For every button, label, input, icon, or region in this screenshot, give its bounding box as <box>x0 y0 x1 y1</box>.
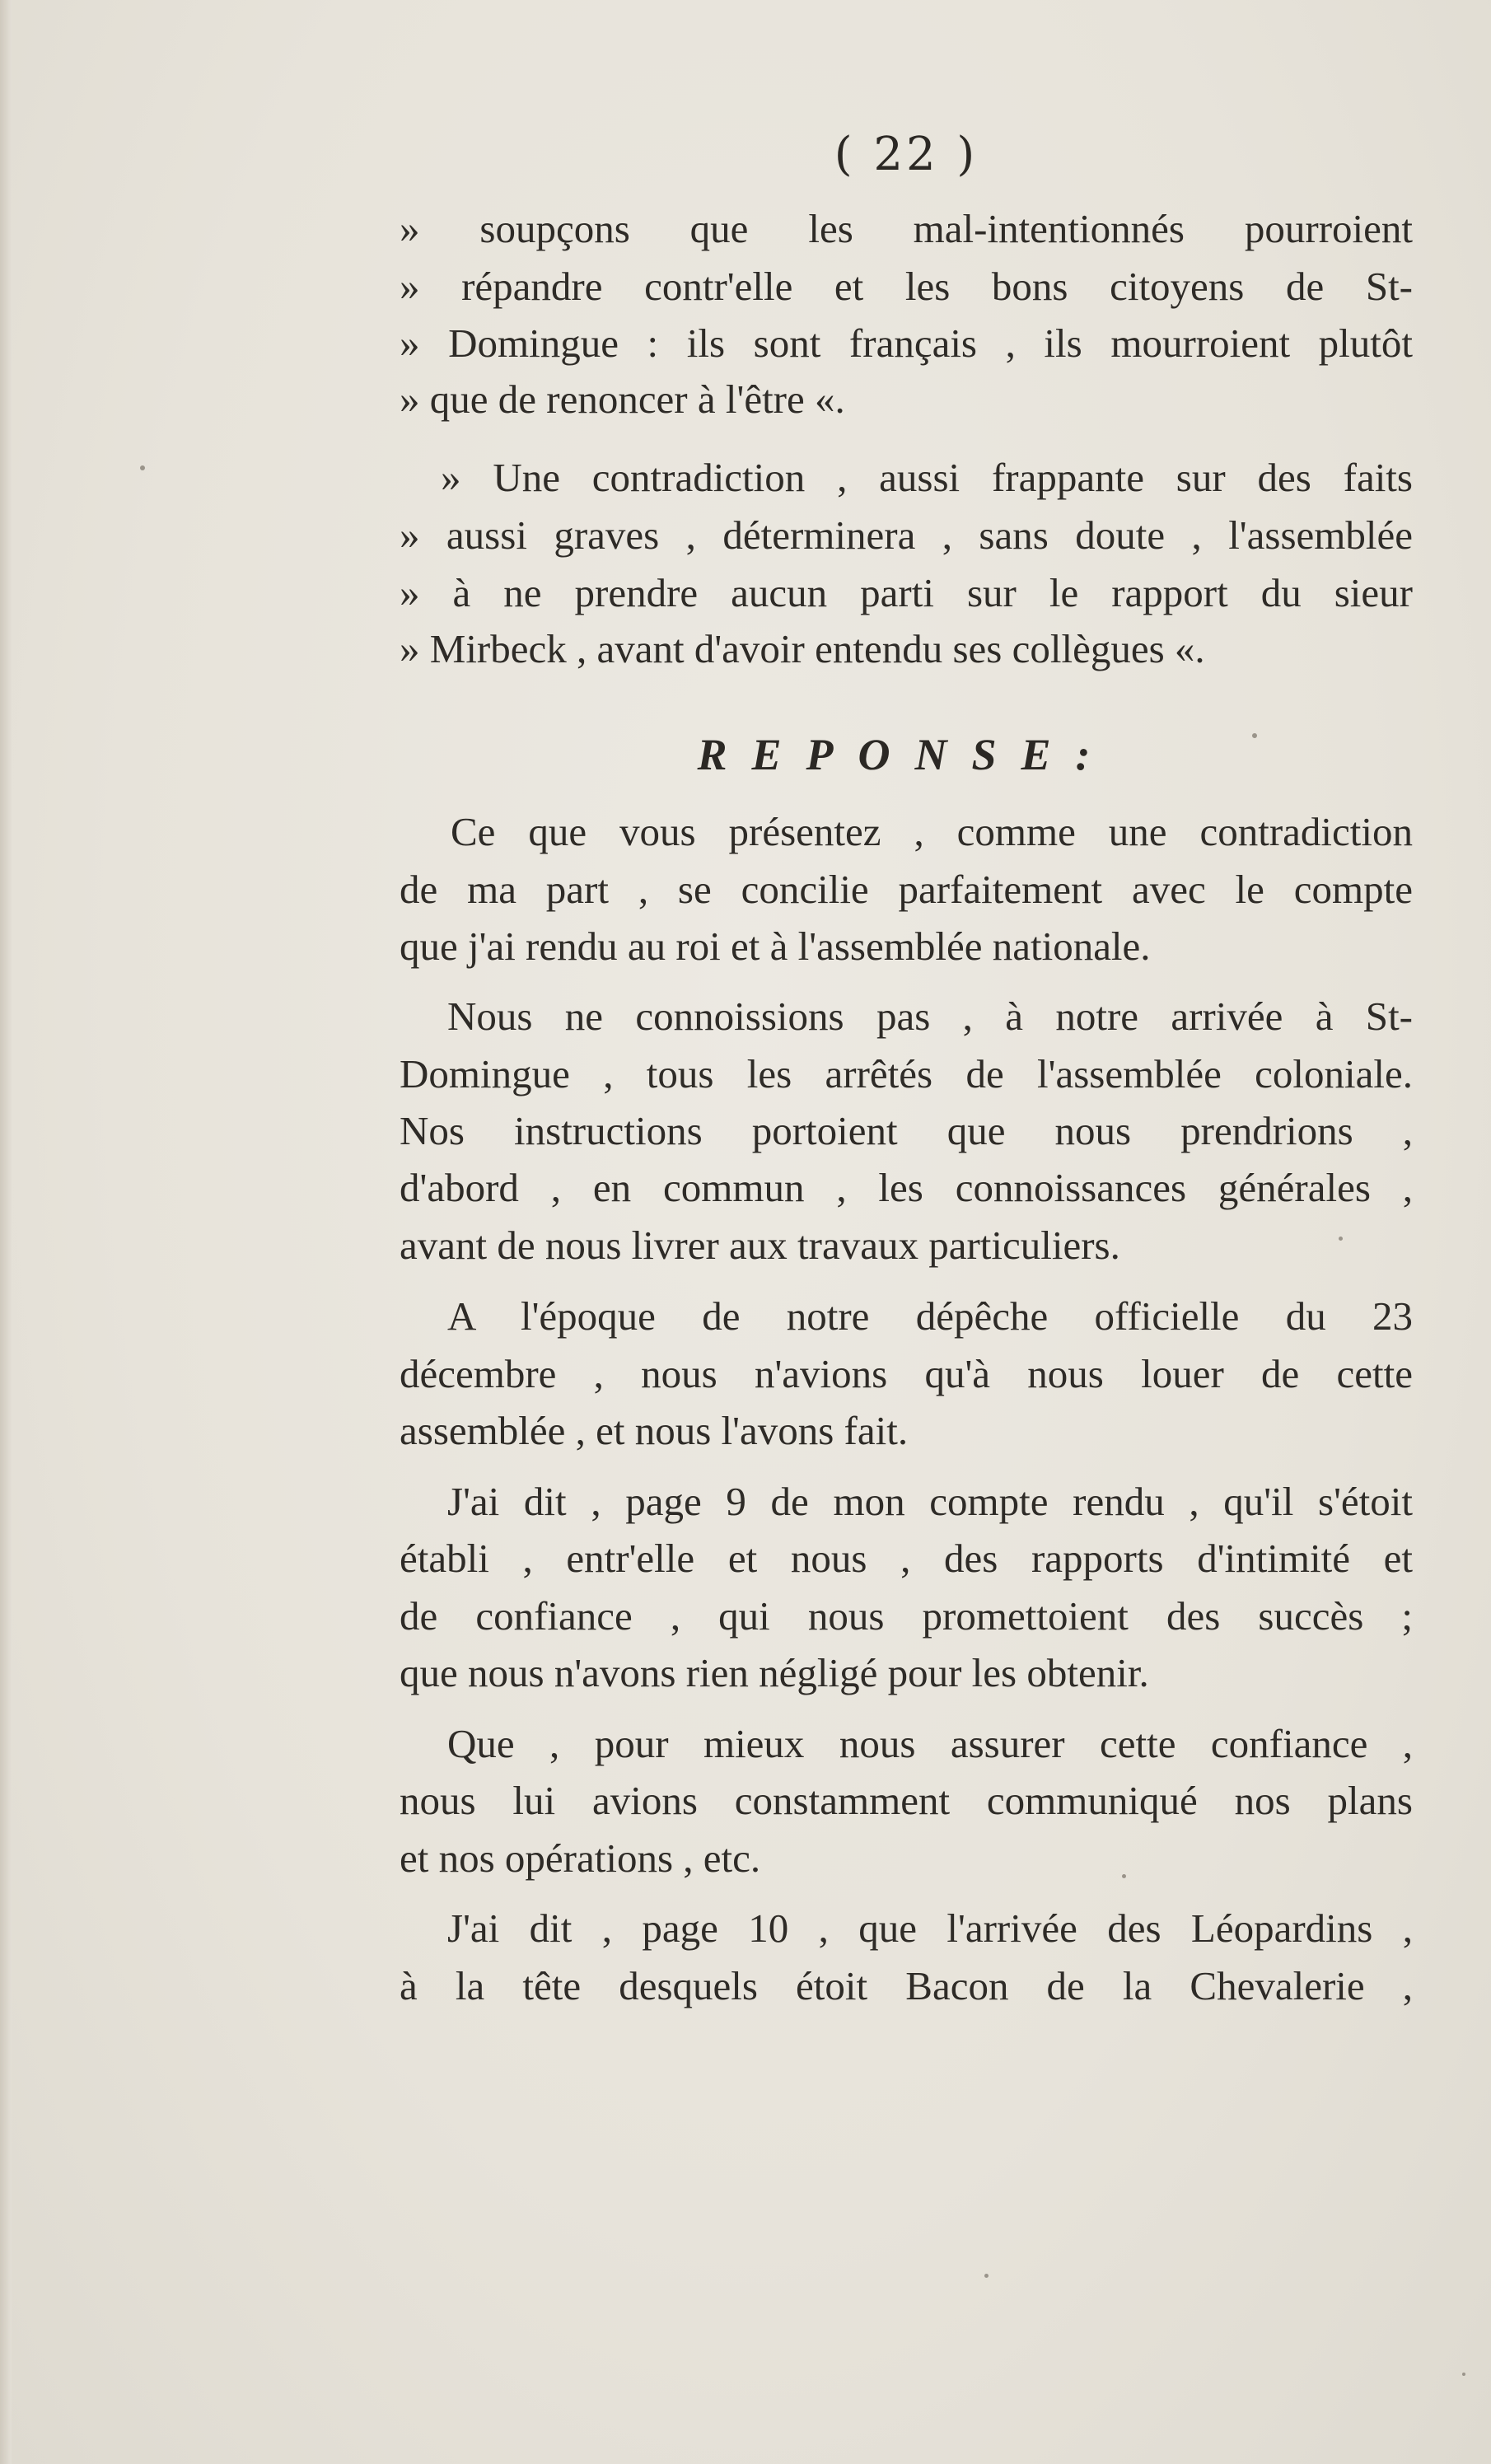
body-line: nous lui avions constamment communiqué nos plans <box>400 1778 1413 1823</box>
paper-speck <box>1252 733 1257 738</box>
quote-line: » aussi graves , déterminera , sans doute , l'assemblée <box>400 512 1413 558</box>
body-line: que nous n'avons rien négligé pour les obtenir. <box>400 1650 1149 1695</box>
quote-line: » Mirbeck , avant d'avoir entendu ses collègues «. <box>400 626 1205 671</box>
quote-line: » que de renoncer à l'être «. <box>400 376 845 422</box>
quote-line: » soupçons que les mal-intentionnés pourroient <box>400 206 1413 251</box>
body-line: J'ai dit , page 10 , que l'arrivée des Léopardins , <box>447 1905 1413 1951</box>
body-line: à la tête desquels étoit Bacon de la Chevalerie , <box>400 1963 1413 2008</box>
body-line: décembre , nous n'avions qu'à nous louer de cette <box>400 1351 1413 1396</box>
body-line: Nous ne connoissions pas , à notre arrivée à St- <box>447 994 1413 1039</box>
body-line: Que , pour mieux nous assurer cette confiance , <box>447 1721 1413 1766</box>
body-line: de confiance , qui nous promettoient des succès ; <box>400 1593 1413 1639</box>
paper-speck <box>1122 1874 1126 1878</box>
quote-line: » à ne prendre aucun parti sur le rapport du sieur <box>400 570 1413 615</box>
paper-speck <box>1339 1237 1343 1241</box>
body-line: que j'ai rendu au roi et à l'assemblée nationale. <box>400 923 1151 969</box>
quote-line: » Une contradiction , aussi frappante sur des faits <box>441 455 1413 500</box>
body-line: assemblée , et nous l'avons fait. <box>400 1408 909 1453</box>
section-heading: REPONSE: <box>697 730 1115 779</box>
body-line: Ce que vous présentez , comme une contradiction <box>451 809 1413 854</box>
body-line: A l'époque de notre dépêche officielle du 23 <box>447 1293 1413 1339</box>
paper-speck <box>140 465 145 470</box>
page-edge <box>0 0 12 2464</box>
paper-speck <box>984 2274 989 2278</box>
body-line: Nos instructions portoient que nous prendrions , <box>400 1108 1413 1153</box>
quote-line: » Domingue : ils sont français , ils mourroient plutôt <box>400 320 1413 366</box>
page-number: ( 22 ) <box>834 128 979 181</box>
quote-line: » répandre contr'elle et les bons citoyens de St- <box>400 264 1413 309</box>
body-line: de ma part , se concilie parfaitement avec le compte <box>400 867 1413 912</box>
body-line: et nos opérations , etc. <box>400 1835 761 1881</box>
body-line: établi , entr'elle et nous , des rapports d'intimité et <box>400 1536 1413 1581</box>
paper-speck <box>1462 2373 1465 2376</box>
body-line: avant de nous livrer aux travaux particuliers. <box>400 1223 1120 1268</box>
body-line: Domingue , tous les arrêtés de l'assemblée coloniale. <box>400 1051 1413 1096</box>
body-line: d'abord , en commun , les connoissances générales , <box>400 1165 1413 1210</box>
body-line: J'ai dit , page 9 de mon compte rendu , qu'il s'étoit <box>447 1479 1413 1524</box>
